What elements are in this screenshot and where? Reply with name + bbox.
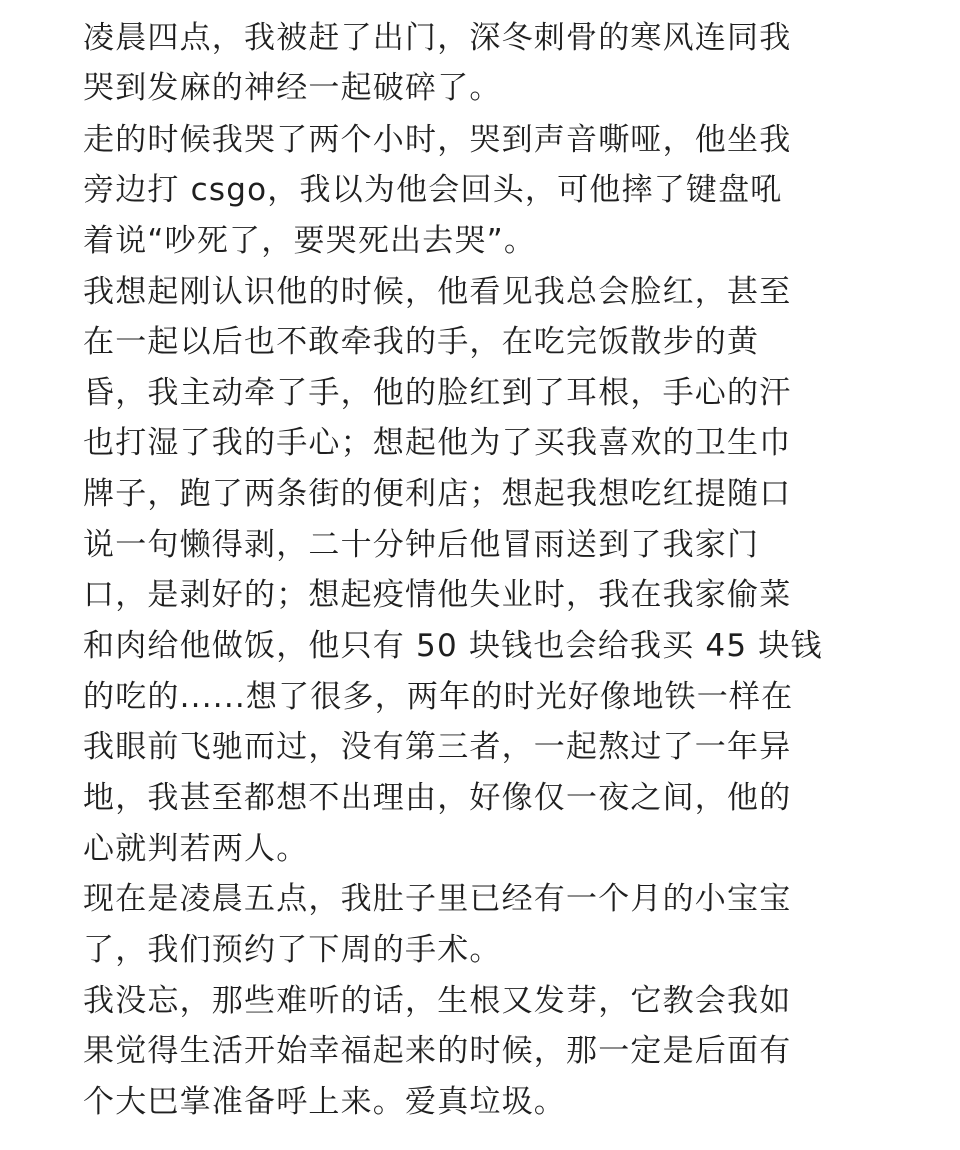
text-line-1: 凌晨四点，我被赶了出门，深冬刺骨的寒风连同我	[83, 20, 792, 56]
text-line-22: 个大巴掌准备呼上来。爱真垃圾。	[83, 1084, 566, 1120]
text-line-10: 牌子，跑了两条街的便利店；想起我想吃红提随口	[83, 476, 792, 512]
text-line-8: 昏，我主动牵了手，他的脸红到了耳根，手心的汗	[83, 375, 792, 411]
text-line-9: 也打湿了我的手心；想起他为了买我喜欢的卫生巾	[83, 425, 792, 461]
text-line-6: 我想起刚认识他的时候，他看见我总会脸红，甚至	[83, 274, 792, 310]
text-line-16: 地，我甚至都想不出理由，好像仅一夜之间，他的	[83, 780, 792, 816]
text-line-7: 在一起以后也不敢牵我的手，在吃完饭散步的黄	[83, 324, 760, 360]
text-line-13: 和肉给他做饭，他只有 50 块钱也会给我买 45 块钱	[83, 628, 823, 664]
text-line-14: 的吃的......想了很多，两年的时光好像地铁一样在	[83, 679, 794, 715]
text-line-19: 了，我们预约了下周的手术。	[83, 932, 502, 968]
text-line-11: 说一句懒得剥，二十分钟后他冒雨送到了我家门	[83, 527, 760, 563]
text-line-5: 着说“吵死了，要哭死出去哭”。	[83, 223, 537, 259]
text-line-18: 现在是凌晨五点，我肚子里已经有一个月的小宝宝	[83, 881, 792, 917]
text-line-21: 果觉得生活开始幸福起来的时候，那一定是后面有	[83, 1033, 792, 1069]
text-line-15: 我眼前飞驰而过，没有第三者，一起熬过了一年异	[83, 729, 792, 765]
text-line-4: 旁边打 csgo，我以为他会回头，可他摔了键盘吼	[83, 172, 783, 208]
text-line-17: 心就判若两人。	[83, 831, 309, 867]
text-line-12: 口，是剥好的；想起疫情他失业时，我在我家偷菜	[83, 577, 792, 613]
text-line-3: 走的时候我哭了两个小时，哭到声音嘶哑，他坐我	[83, 122, 792, 158]
text-line-2: 哭到发麻的神经一起破碎了。	[83, 70, 502, 106]
text-line-20: 我没忘，那些难听的话，生根又发芽，它教会我如	[83, 983, 792, 1019]
